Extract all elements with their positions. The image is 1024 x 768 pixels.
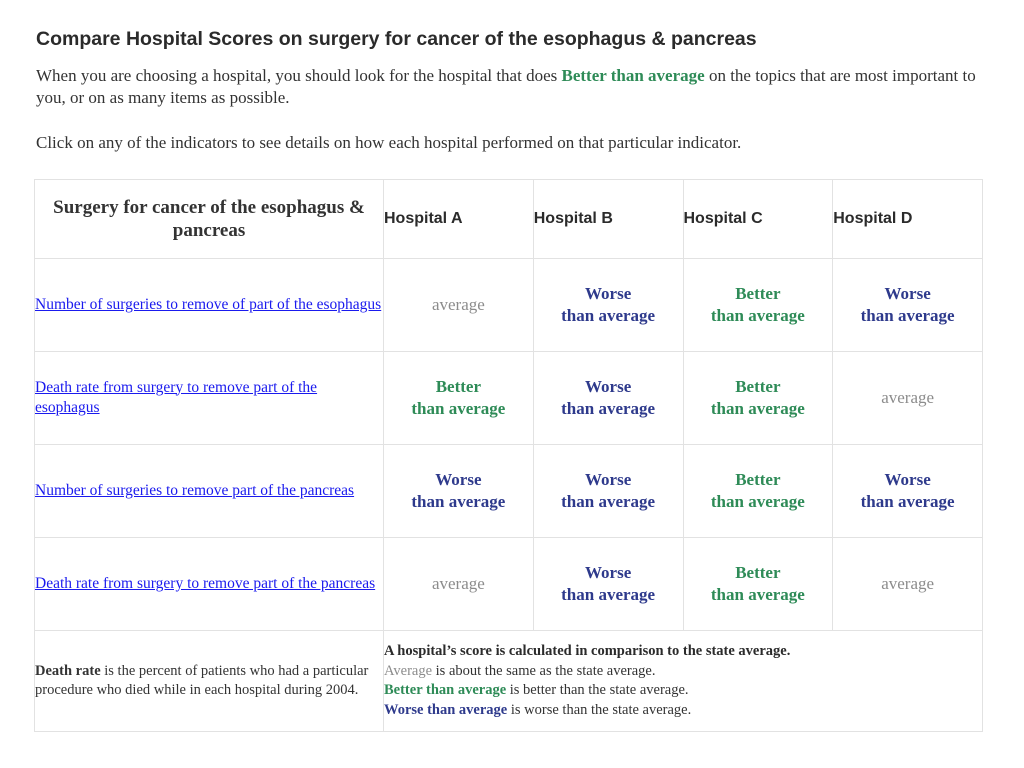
score-line1: Worse xyxy=(435,470,482,489)
score-line2: than average xyxy=(860,492,955,511)
hospital-d-header: Hospital D xyxy=(833,180,983,259)
score-cell xyxy=(683,352,833,445)
death-rate-term: Death rate xyxy=(35,662,101,679)
table-row xyxy=(35,259,983,352)
score-line1: average xyxy=(881,388,935,407)
score-cell xyxy=(384,538,534,631)
comparison-table xyxy=(34,179,983,732)
score-line1: Worse xyxy=(584,284,632,303)
score-cell xyxy=(833,538,983,631)
score-line1: Better xyxy=(435,377,482,396)
indicator-link-pancreas-death-rate[interactable]: Death rate from surgery to remove part of the pancreas xyxy=(35,574,376,592)
page-content xyxy=(36,26,986,154)
score-line2: than average xyxy=(561,399,656,418)
score-cell xyxy=(384,352,534,445)
score-cell xyxy=(533,538,683,631)
score-legend xyxy=(384,631,983,732)
death-rate-definition: is the percent of patients who had a particular procedure who died while in each hospital during 2004. xyxy=(35,662,369,698)
score-cell xyxy=(683,538,833,631)
score-line2: than average xyxy=(710,306,805,325)
indicator-cell xyxy=(35,538,384,631)
intro-text-after: on the topics that are most important to you, or on as many items as possible. xyxy=(36,66,976,107)
score-cell xyxy=(683,259,833,352)
score-line2: than average xyxy=(860,306,955,325)
legend-title: A hospital’s score is calculated in comparison to the state average. xyxy=(384,643,791,659)
score-cell xyxy=(833,352,983,445)
indicator-cell xyxy=(35,259,384,352)
table-header-row xyxy=(35,180,983,259)
intro-text-before: When you are choosing a hospital, you should look for the hospital that does xyxy=(36,66,562,85)
hospital-b-header: Hospital B xyxy=(533,180,683,259)
score-cell xyxy=(384,445,534,538)
table-row xyxy=(35,352,983,445)
score-line1: Worse xyxy=(584,377,632,396)
indicator-cell xyxy=(35,445,384,538)
indicator-link-esophagus-death-rate[interactable]: Death rate from surgery to remove part of the esophagus xyxy=(35,378,318,416)
legend-better-term: Better than average xyxy=(384,682,507,698)
score-line1: average xyxy=(431,295,485,314)
score-line1: Worse xyxy=(884,470,931,489)
score-line2: than average xyxy=(710,399,805,418)
score-cell xyxy=(833,445,983,538)
hospital-a-header: Hospital A xyxy=(384,180,534,259)
score-cell xyxy=(384,259,534,352)
legend-average-term: Average xyxy=(384,662,433,679)
hospital-c-header: Hospital C xyxy=(683,180,833,259)
score-line2: than average xyxy=(561,585,656,604)
legend-row xyxy=(35,631,983,732)
intro-highlight-better: Better than average xyxy=(561,66,705,85)
legend-worse-text: is worse than the state average. xyxy=(507,701,692,718)
legend-worse-line xyxy=(384,701,982,721)
score-cell xyxy=(533,259,683,352)
score-line1: average xyxy=(431,574,485,593)
instruction-paragraph: Click on any of the indicators to see details on how each hospital performed on that particular indicator. xyxy=(36,133,742,152)
score-line1: Better xyxy=(735,470,781,489)
death-rate-note xyxy=(35,631,384,732)
page-title: Compare Hospital Scores on surgery for cancer of the esophagus & pancreas xyxy=(36,28,757,50)
table-row xyxy=(35,445,983,538)
score-cell xyxy=(833,259,983,352)
score-cell xyxy=(683,445,833,538)
score-line2: than average xyxy=(411,492,506,511)
score-line2: than average xyxy=(561,492,656,511)
score-line1: Worse xyxy=(584,470,632,489)
indicator-cell xyxy=(35,352,384,445)
legend-average-line xyxy=(384,662,982,682)
indicator-link-pancreas-surgeries[interactable]: Number of surgeries to remove part of the pancreas xyxy=(35,481,355,499)
legend-better-text: is better than the state average. xyxy=(506,682,689,698)
legend-worse-term: Worse than average xyxy=(384,701,508,718)
score-cell xyxy=(533,352,683,445)
score-line1: average xyxy=(881,574,935,593)
score-line2: than average xyxy=(561,306,656,325)
score-cell xyxy=(533,445,683,538)
score-line1: Worse xyxy=(884,284,931,303)
table-row xyxy=(35,538,983,631)
indicator-column-header: Surgery for cancer of the esophagus & pancreas xyxy=(35,180,384,259)
indicator-link-esophagus-surgeries[interactable]: Number of surgeries to remove of part of the esophagus xyxy=(35,295,382,313)
legend-average-text: is about the same as the state average. xyxy=(432,662,656,679)
score-line2: than average xyxy=(411,399,506,418)
score-line1: Worse xyxy=(584,563,632,582)
intro-paragraph xyxy=(36,65,986,109)
score-line1: Better xyxy=(735,284,781,303)
legend-better-line xyxy=(384,681,982,701)
score-line2: than average xyxy=(710,585,805,604)
score-line1: Better xyxy=(735,377,781,396)
score-line2: than average xyxy=(710,492,805,511)
score-line1: Better xyxy=(735,563,781,582)
